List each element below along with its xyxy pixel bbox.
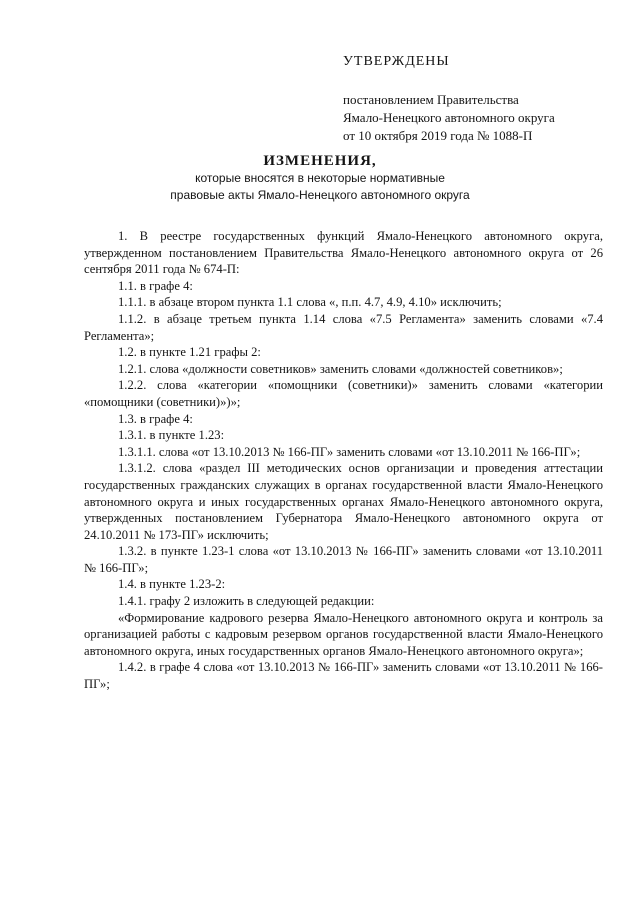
document-heading	[0, 152, 640, 204]
approval-block	[343, 54, 633, 145]
paragraph: 1.4. в пункте 1.23-2:	[118, 577, 226, 592]
paragraph: 1.3.1.1. слова «от 13.10.2013 № 166-ПГ» заменить словами «от 13.10.2011 № 166-ПГ»;	[118, 444, 581, 459]
document-subtitle-line: которые вносятся в некоторые нормативные	[195, 171, 445, 185]
paragraph: 1.3.2. в пункте 1.23-1 слова «от 13.10.2013 № 166-ПГ» заменить словами «от 13.10.2011 № 166-ПГ»;	[84, 544, 603, 575]
paragraph: 1.2. в пункте 1.21 графы 2:	[118, 345, 261, 360]
paragraph: 1.1.2. в абзаце третьем пункта 1.14 слова «7.5 Регламента» заменить словами «7.4 Регламента»;	[84, 311, 603, 343]
approval-title: УТВЕРЖДЕНЫ	[343, 54, 450, 69]
paragraph: 1.3.1. в пункте 1.23:	[118, 428, 225, 443]
document-title: ИЗМЕНЕНИЯ,	[263, 153, 377, 169]
paragraph: 1.3. в графе 4:	[118, 411, 193, 426]
approval-line: постановлением Правительства	[343, 92, 519, 107]
paragraph: 1.1. в графе 4:	[118, 278, 193, 293]
paragraph: 1.4.2. в графе 4 слова «от 13.10.2013 № 166-ПГ» заменить словами «от 13.10.2011 № 166-ПГ»;	[84, 660, 603, 692]
paragraph: 1.3.1.2. слова «раздел III методических основ организации и проведения аттестации государственных гражданских служащих в органах государственной власти Ямало-Ненецкого автономного округа и иных государственных органах Ямало-Ненецкого автономного округа, утвержденных постановлением Губернатора Ямало-Ненецкого автономного округа от 24.10.2011 № 173-ПГ» исключить;	[84, 461, 603, 542]
document-body	[84, 228, 603, 693]
paragraph: 1.4.1. графу 2 изложить в следующей редакции:	[118, 594, 375, 609]
document-subtitle-line: правовые акты Ямало-Ненецкого автономного округа	[170, 188, 470, 202]
paragraph: «Формирование кадрового резерва Ямало-Ненецкого автономного округа и контроль за организацией работы с кадровым резервом органов государственной власти Ямало-Ненецкого автономного округа, иных государственных органов Ямало-Ненецкого автономного округа»;	[84, 610, 603, 658]
paragraph: 1.1.1. в абзаце втором пункта 1.1 слова «, п.п. 4.7, 4.9, 4.10» исключить;	[118, 295, 502, 310]
approval-line: Ямало-Ненецкого автономного округа	[343, 110, 555, 125]
paragraph: 1.2.1. слова «должности советников» заменить словами «должностей советников»;	[118, 361, 563, 376]
paragraph: 1.2.2. слова «категории «помощники (советники)» заменить словами «категории «помощники (советники)»)»;	[84, 378, 603, 409]
approval-line: от 10 октября 2019 года № 1088-П	[343, 128, 533, 143]
paragraph: 1. В реестре государственных функций Ямало-Ненецкого автономного округа, утвержденном постановлением Правительства Ямало-Ненецкого автономного округа от 26 сентября 2011 года № 674-П:	[84, 229, 603, 277]
